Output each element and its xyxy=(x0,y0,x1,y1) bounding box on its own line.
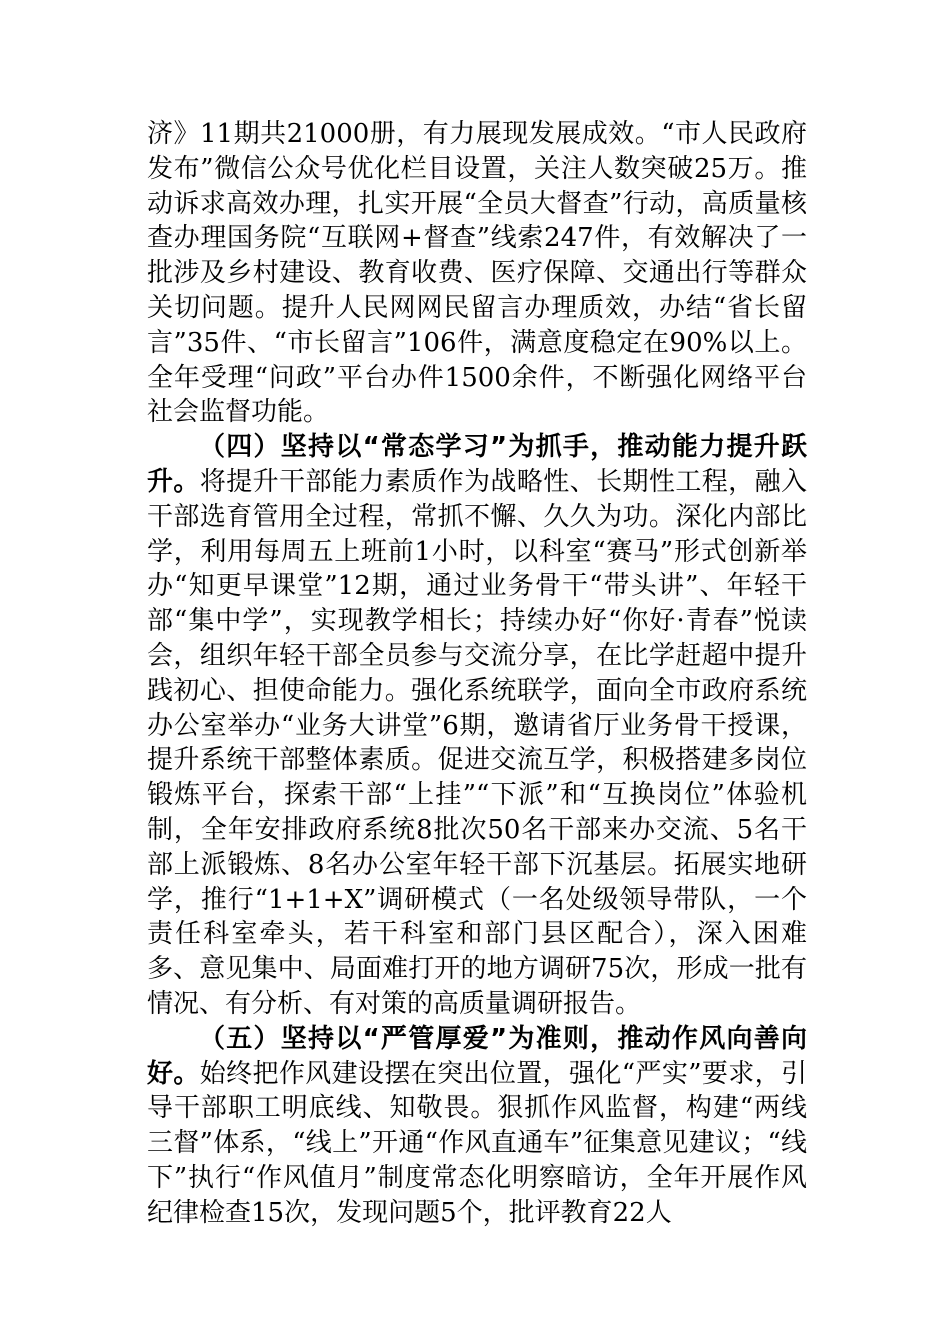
paragraph-3-text: 始终把作风建设摆在突出位置，强化“严实”要求，引导干部职工明底线、知敬畏。狠抓作风监督，构建“两线三督”体系，“线上”开通“作风直通车”征集意见建议；“线下”执行“作风值月”制度常态化明察暗访，全年开展作风纪律检查15次，发现问题5个，批评教育22人 xyxy=(147,1058,807,1228)
document-page xyxy=(147,117,807,1231)
section-5-heading: （五）坚持以“严管厚爱”为准则，推动作风向善向好。 xyxy=(147,1023,807,1089)
paragraph-1 xyxy=(147,117,807,430)
paragraph-1-text: 济》11期共21000册，有力展现发展成效。“市人民政府发布”微信公众号优化栏目设置，关注人数突破25万。推动诉求高效办理，扎实开展“全员大督查”行动，高质量核查办理国务院“互联网+督查”线索247件，有效解决了一批涉及乡村建设、教育收费、医疗保障、交通出行等群众关切问题。提升人民网网民留言办理质效，办结“省长留言”35件、“市长留言”106件，满意度稳定在90%以上。全年受理“问政”平台办件1500余件，不断强化网络平台社会监督功能。 xyxy=(147,119,807,428)
paragraph-2 xyxy=(147,430,807,1022)
paragraph-2-text: 将提升干部能力素质作为战略性、长期性工程，融入干部选育管用全过程，常抓不懈、久久为功。深化内部比学，利用每周五上班前1小时，以科室“赛马”形式创新举办“知更早课堂”12期，通过业务骨干“带头讲”、年轻干部“集中学”，实现教学相长；持续办好“你好·青春”悦读会，组织年轻干部全员参与交流分享，在比学赶超中提升践初心、担使命能力。强化系统联学，面向全市政府系统办公室举办“业务大讲堂”6期，邀请省厅业务骨干授课，提升系统干部整体素质。促进交流互学，积极搭建多岗位锻炼平台，探索干部“上挂”“下派”和“互换岗位”体验机制，全年安排政府系统8批次50名干部来办交流、5名干部上派锻炼、8名办公室年轻干部下沉基层。拓展实地研学，推行“1+1+X”调研模式（一名处级领导带队，一个责任科室牵头，若干科室和部门县区配合），深入困难多、意见集中、局面难打开的地方调研75次，形成一批有情况、有分析、有对策的高质量调研报告。 xyxy=(147,466,807,1019)
section-4-heading: （四）坚持以“常态学习”为抓手，推动能力提升跃升。 xyxy=(147,432,807,497)
paragraph-3 xyxy=(147,1022,807,1231)
